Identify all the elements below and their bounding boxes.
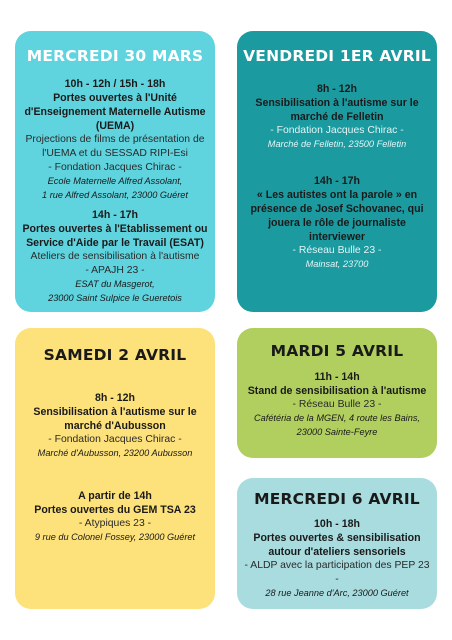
event-address: Marché de Felletin, 23500 Felletin [267,139,407,149]
event-card-mercredi-6-avril [237,478,437,609]
event-title-line: Sensibilisation à l'autisme sur le [255,97,419,109]
event-title-line: marché d'Aubusson [64,420,166,432]
event-address: Marché d'Aubusson, 23200 Aubusson [37,448,193,458]
card-title: MERCREDI 30 MARS [26,47,204,65]
event-address: 23000 Saint Sulpice le Gueretois [48,292,182,303]
event-description: l'UEMA et du SESSAD RIPI-Esi [42,148,188,159]
card-title: MARDI 5 AVRIL [270,342,404,360]
event-organizer: - Fondation Jacques Chirac - [270,125,404,136]
event-time: 10h - 18h [314,518,360,530]
event-title-line: d'Enseignement Maternelle Autisme [24,106,206,118]
event-description: Projections de films de présentation de [25,134,205,145]
event-card-mardi-5-avril [237,328,437,458]
event-address: 9 rue du Colonel Fossey, 23000 Guéret [34,531,196,542]
event-title-line: marché de Felletin [290,111,384,123]
event-organizer: - ALDP avec la participation des PEP 23 - [244,560,430,585]
event-title-line: présence de Josef Schovanec, qui [250,202,424,215]
event-title: Portes ouvertes du GEM TSA 23 [34,503,196,516]
event-time: 11h - 14h [314,371,360,383]
event-title-line: autour d'ateliers sensoriels [268,546,406,558]
event-title-line: Sensibilisation à l'autisme sur le [33,406,197,418]
event-address: Ecole Maternelle Alfred Assolant, [47,176,183,186]
event-organizer: - Réseau Bulle 23 - [292,399,382,410]
event-title-line: jouera le rôle de journaliste [268,216,406,229]
event-title: Stand de sensibilisation à l'autisme [247,385,427,397]
event-title-line: Portes ouvertes & sensibilisation [253,532,421,544]
event-description: Ateliers de sensibilisation à l'autisme [30,251,200,262]
event-title-line: Portes ouvertes à l'Unité [53,92,177,104]
event-title-line: « Les autistes ont la parole » en [256,188,418,201]
event-time: 8h - 12h [94,392,136,404]
event-organizer: - Réseau Bulle 23 - [292,244,382,256]
event-address: Mainsat, 23700 [305,258,369,269]
event-card-vendredi-1er-avril [237,31,437,312]
event-time: 8h - 12h [316,83,358,95]
event-address: 1 rue Alfred Assolant, 23000 Guéret [42,189,188,200]
event-organizer: - Atypiques 23 - [78,517,152,529]
event-time: 14h - 17h [92,209,138,221]
event-organizer: - Fondation Jacques Chirac - [48,434,182,445]
event-time: 10h - 12h / 15h - 18h [64,78,166,90]
card-title: VENDREDI 1ER AVRIL [243,47,431,65]
event-organizer: - APAJH 23 - [85,265,145,276]
event-address: 28 rue Jeanne d'Arc, 23000 Guéret [265,588,409,598]
event-time: 14h - 17h [314,174,360,187]
event-title-line: interviewer [309,230,365,243]
event-address: 23000 Sainte-Feyre [296,426,378,437]
event-address: ESAT du Masgerot, [75,279,155,289]
event-title-line: Service d'Aide par le Travail (ESAT) [26,237,204,249]
event-title-line: Portes ouvertes à l'Etablissement ou [22,223,208,235]
card-title: SAMEDI 2 AVRIL [43,346,187,364]
event-organizer: - Fondation Jacques Chirac - [48,162,182,173]
card-title: MERCREDI 6 AVRIL [254,490,420,508]
event-card-mercredi-30-mars [15,31,215,312]
event-title-line: (UEMA) [95,120,135,132]
event-time: A partir de 14h [78,489,152,502]
event-card-samedi-2-avril [15,328,215,609]
event-address: Cafétéria de la MGEN, 4 route les Bains, [254,413,420,423]
